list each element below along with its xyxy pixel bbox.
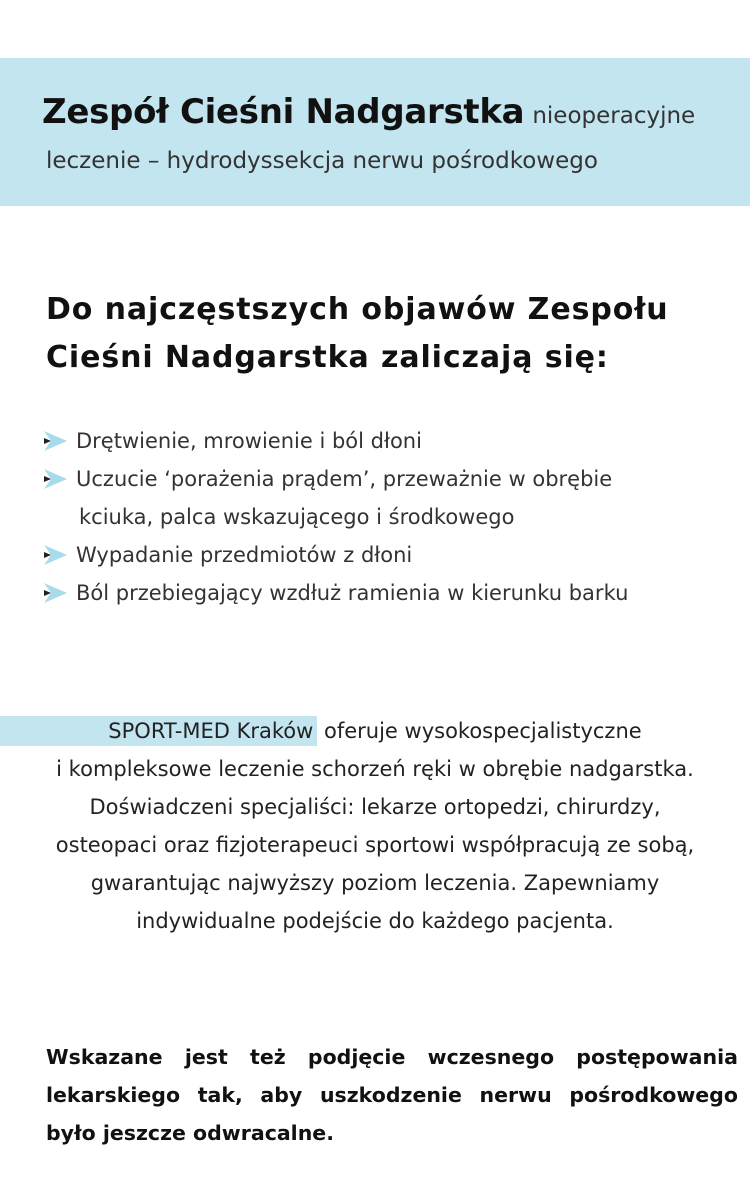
symptoms-heading: [46, 286, 746, 382]
promo-paragraph: [0, 712, 750, 940]
final-note-line1: [46, 1038, 738, 1076]
final-note: [46, 1038, 738, 1152]
arrow-bullet-icon: [42, 429, 68, 453]
word: pośrodkowego: [569, 1083, 738, 1107]
symptom-text-continued: kciuka, palca wskazującego i środkowego: [79, 505, 515, 529]
banner-subtitle-part2: leczenie – hydrodyssekcja nerwu pośrodkowego: [46, 148, 598, 174]
promo-line2: i kompleksowe leczenie schorzeń ręki w obrębie nadgarstka.: [56, 757, 694, 781]
word: aby: [260, 1083, 303, 1107]
list-item: [40, 536, 740, 574]
promo-line3: Doświadczeni specjaliści: lekarze ortopedzi, chirurdzy,: [89, 795, 661, 819]
banner-heading-line: [42, 92, 695, 132]
symptoms-heading-line1: Do najczęstszych objawów Zespołu: [46, 292, 669, 327]
word: Wskazane: [46, 1045, 163, 1069]
symptom-text: Uczucie ‘porażenia prądem’, przeważnie w obrębie: [76, 467, 613, 491]
list-item: [40, 460, 740, 536]
symptom-list: [40, 422, 740, 612]
promo-line4: osteopaci oraz fizjoterapeuci sportowi współpracują ze sobą,: [55, 833, 695, 857]
word: jest: [184, 1045, 228, 1069]
arrow-bullet-icon: [42, 543, 68, 567]
arrow-bullet-icon: [42, 581, 68, 605]
promo-line1: [0, 712, 750, 750]
word: podjęcie: [307, 1045, 406, 1069]
promo-line6: indywidualne podejście do każdego pacjenta.: [136, 909, 614, 933]
banner-subtitle-part1: nieoperacyjne: [532, 103, 696, 129]
word: nerwu: [479, 1083, 552, 1107]
word: uszkodzenie: [319, 1083, 462, 1107]
title-banner: [0, 58, 750, 206]
word: tak,: [197, 1083, 243, 1107]
list-item: [40, 574, 740, 612]
word: postępowania: [576, 1045, 738, 1069]
symptom-text: Wypadanie przedmiotów z dłoni: [76, 543, 413, 567]
symptoms-heading-line2: Cieśni Nadgarstka zaliczają się:: [46, 340, 609, 375]
symptom-text: Drętwienie, mrowienie i ból dłoni: [76, 429, 422, 453]
final-note-line2: [46, 1076, 738, 1114]
symptom-text: Ból przebiegający wzdłuż ramienia w kierunku barku: [76, 581, 629, 605]
promo-line1-text: oferuje wysokospecjalistyczne: [317, 719, 642, 743]
promo-line5: gwarantując najwyższy poziom leczenia. Zapewniamy: [90, 871, 660, 895]
page-title: Zespół Cieśni Nadgarstka: [42, 92, 525, 132]
word: wczesnego: [427, 1045, 555, 1069]
word: lekarskiego: [46, 1083, 181, 1107]
brand-highlight: SPORT-MED Kraków: [0, 716, 317, 746]
list-item: [40, 422, 740, 460]
arrow-bullet-icon: [42, 467, 68, 491]
final-note-line3: było jeszcze odwracalne.: [46, 1121, 334, 1145]
word: też: [250, 1045, 286, 1069]
